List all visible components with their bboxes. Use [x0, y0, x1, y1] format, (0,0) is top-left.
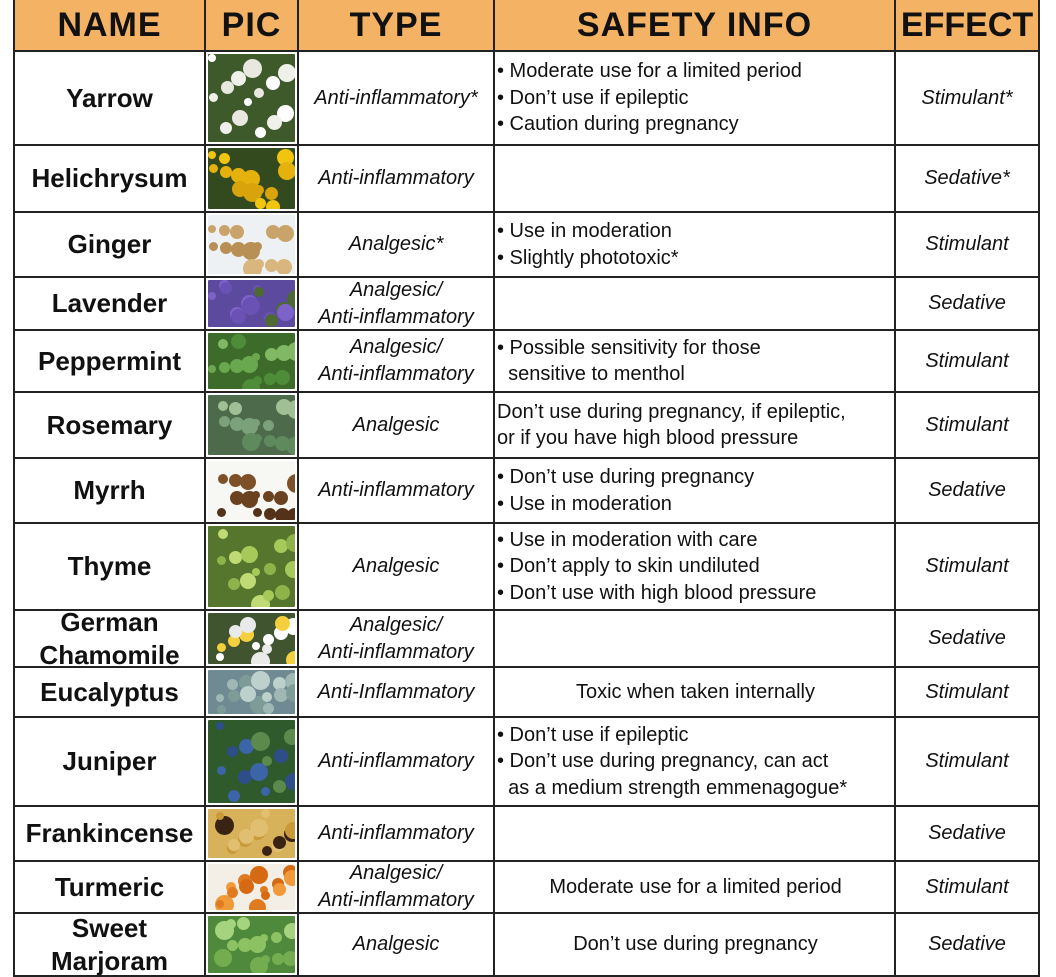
- header-name: NAME: [13, 0, 206, 52]
- header-pic: PIC: [206, 0, 299, 52]
- herb-type: Anti-Inflammatory: [299, 668, 495, 716]
- header-effect: EFFECT: [896, 0, 1040, 52]
- herb-type: Analgesic/ Anti-inflammatory: [299, 331, 495, 391]
- table-row: [13, 668, 1040, 718]
- herb-safety-info: [495, 213, 896, 276]
- safety-line: Don’t use during pregnancy, if epileptic,: [497, 400, 846, 423]
- herb-effect: Sedative: [896, 278, 1040, 329]
- herb-type: Anti-inflammatory: [299, 807, 495, 860]
- header-type: TYPE: [299, 0, 495, 52]
- herb-type: Anti-inflammatory: [299, 718, 495, 805]
- herb-name: Myrrh: [13, 459, 206, 522]
- herb-pic-cell: [206, 862, 299, 912]
- rosemary-sprig-photo: [208, 395, 295, 455]
- safety-line: sensitive to menthol: [497, 363, 685, 385]
- herb-name: Lavender: [13, 278, 206, 329]
- lavender-field-photo: [208, 280, 295, 327]
- herb-pic-cell: [206, 146, 299, 211]
- table-row: [13, 278, 1040, 331]
- herb-pic-cell: [206, 459, 299, 522]
- herb-effect: Sedative: [896, 807, 1040, 860]
- herb-effect: Sedative: [896, 459, 1040, 522]
- table-row: [13, 718, 1040, 807]
- herb-safety-info: [495, 914, 896, 975]
- safety-line: • Don’t use if epileptic: [497, 723, 689, 746]
- herb-effect: Sedative: [896, 611, 1040, 666]
- myrrh-resin-photo: [208, 461, 295, 520]
- safety-line: • Use in moderation: [497, 220, 672, 243]
- table-row: [13, 213, 1040, 278]
- herb-safety-info: [495, 524, 896, 609]
- herb-pic-cell: [206, 668, 299, 716]
- herb-safety-info: [495, 331, 896, 391]
- header-safety-info: SAFETY INFO: [495, 0, 896, 52]
- herb-safety-info: [495, 718, 896, 805]
- herb-name: Sweet Marjoram: [13, 914, 206, 975]
- mint-leaves-photo: [208, 333, 295, 389]
- herb-effect: Stimulant*: [896, 52, 1040, 144]
- thyme-leaves-photo: [208, 526, 295, 607]
- herb-name: German Chamomile: [13, 611, 206, 666]
- herb-name: Ginger: [13, 213, 206, 276]
- herb-safety-info: [495, 668, 896, 716]
- herb-name: Juniper: [13, 718, 206, 805]
- herb-safety-info: [495, 459, 896, 522]
- table-row: [13, 862, 1040, 914]
- herb-pic-cell: [206, 807, 299, 860]
- table-row: [13, 146, 1040, 213]
- herb-effect: Stimulant: [896, 862, 1040, 912]
- herb-safety-info: [495, 807, 896, 860]
- safety-line: as a medium strength emmenagogue*: [497, 776, 848, 799]
- herb-pic-cell: [206, 278, 299, 329]
- safety-line: • Don’t apply to skin undiluted: [497, 555, 760, 578]
- yellow-flower-photo: [208, 148, 295, 209]
- herb-pic-cell: [206, 52, 299, 144]
- herb-type: Anti-inflammatory: [299, 459, 495, 522]
- herb-safety-info: [495, 52, 896, 144]
- safety-line: • Use in moderation with care: [497, 528, 758, 551]
- herb-name: Yarrow: [13, 52, 206, 144]
- herb-effect: Stimulant: [896, 524, 1040, 609]
- herb-name: Eucalyptus: [13, 668, 206, 716]
- safety-line: • Moderate use for a limited period: [497, 60, 802, 83]
- herb-effect: Stimulant: [896, 213, 1040, 276]
- herb-effect: Stimulant: [896, 331, 1040, 391]
- herb-effect: Sedative*: [896, 146, 1040, 211]
- herb-type: Anti-inflammatory: [299, 146, 495, 211]
- herb-name: Rosemary: [13, 393, 206, 457]
- safety-line: • Possible sensitivity for those: [497, 336, 761, 359]
- safety-line: • Don’t use with high blood pressure: [497, 581, 817, 604]
- safety-line: • Caution during pregnancy: [497, 113, 739, 136]
- safety-line: • Don’t use if epileptic: [497, 86, 689, 109]
- herb-safety-info: [495, 862, 896, 912]
- ginger-root-photo: [208, 215, 295, 274]
- safety-line: • Slightly phototoxic*: [497, 246, 679, 269]
- table-row: [13, 393, 1040, 459]
- safety-line: Toxic when taken internally: [575, 680, 815, 703]
- safety-line: • Use in moderation: [497, 492, 672, 515]
- herb-pic-cell: [206, 213, 299, 276]
- herb-safety-info: [495, 278, 896, 329]
- juniper-berries-photo: [208, 720, 295, 803]
- herb-type: Anti-inflammatory*: [299, 52, 495, 144]
- safety-line: Moderate use for a limited period: [549, 875, 842, 898]
- table-row: [13, 331, 1040, 393]
- safety-line: or if you have high blood pressure: [497, 427, 799, 449]
- herb-type: Analgesic: [299, 524, 495, 609]
- table-row: [13, 459, 1040, 524]
- herb-safety-info: [495, 146, 896, 211]
- herb-name: Frankincense: [13, 807, 206, 860]
- herb-type: Analgesic*: [299, 213, 495, 276]
- herb-type: Analgesic: [299, 914, 495, 975]
- safety-line: Don’t use during pregnancy: [573, 933, 818, 956]
- white-flower-cluster-photo: [208, 54, 295, 142]
- herb-pic-cell: [206, 393, 299, 457]
- herb-safety-info: [495, 393, 896, 457]
- turmeric-root-photo: [208, 864, 295, 910]
- chamomile-flowers-photo: [208, 613, 295, 664]
- herb-pic-cell: [206, 524, 299, 609]
- herb-safety-table: [13, 0, 1040, 977]
- herb-safety-info: [495, 611, 896, 666]
- table-row: [13, 611, 1040, 668]
- herb-type: Analgesic: [299, 393, 495, 457]
- herb-pic-cell: [206, 914, 299, 975]
- eucalyptus-leaves-photo: [208, 670, 295, 714]
- herb-pic-cell: [206, 718, 299, 805]
- herb-pic-cell: [206, 611, 299, 666]
- safety-line: • Don’t use during pregnancy: [497, 466, 755, 489]
- frankincense-resin-photo: [208, 809, 295, 858]
- herb-effect: Sedative: [896, 914, 1040, 975]
- herb-effect: Stimulant: [896, 718, 1040, 805]
- herb-name: Turmeric: [13, 862, 206, 912]
- table-row: [13, 914, 1040, 977]
- marjoram-leaves-photo: [208, 916, 295, 973]
- safety-line: • Don’t use during pregnancy, can act: [497, 750, 829, 773]
- herb-pic-cell: [206, 331, 299, 391]
- table-row: [13, 807, 1040, 862]
- table-row: [13, 52, 1040, 146]
- herb-effect: Stimulant: [896, 393, 1040, 457]
- herb-type: Analgesic/ Anti-inflammatory: [299, 862, 495, 912]
- herb-type: Analgesic/ Anti-inflammatory: [299, 278, 495, 329]
- herb-type: Analgesic/ Anti-inflammatory: [299, 611, 495, 666]
- herb-effect: Stimulant: [896, 668, 1040, 716]
- herb-name: Helichrysum: [13, 146, 206, 211]
- table-row: [13, 524, 1040, 611]
- herb-name: Peppermint: [13, 331, 206, 391]
- herb-name: Thyme: [13, 524, 206, 609]
